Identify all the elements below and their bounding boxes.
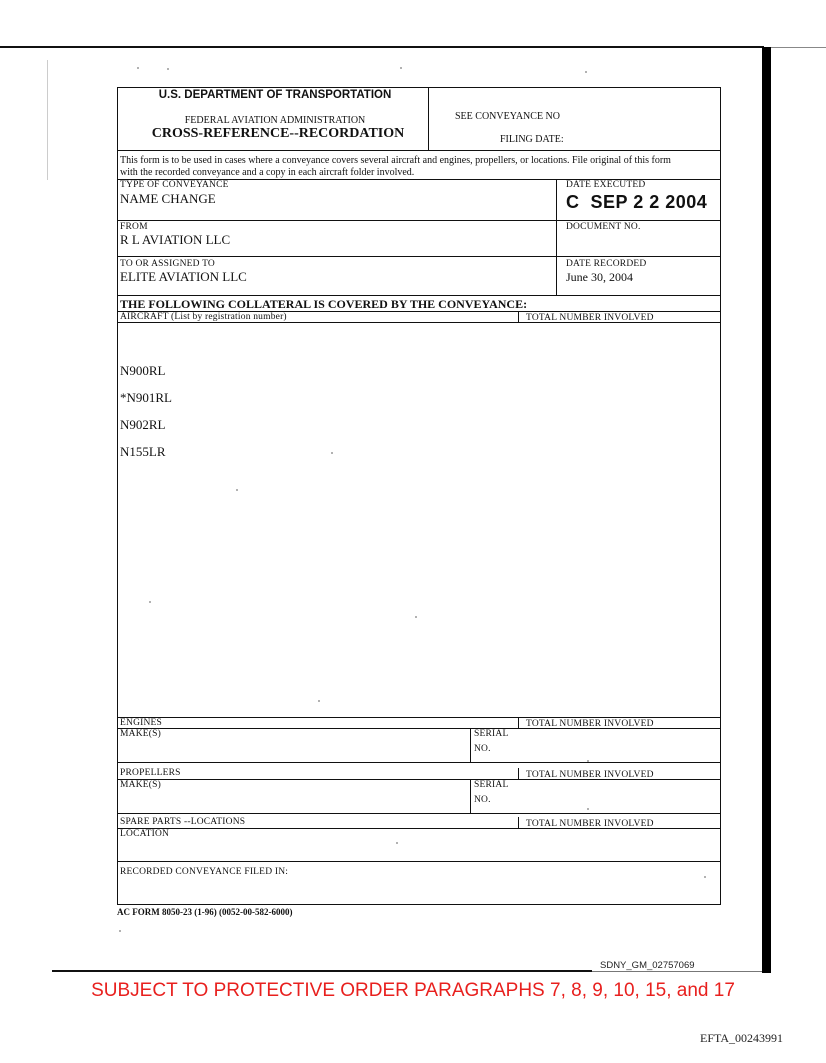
scan-speck — [704, 876, 706, 878]
scan-speck — [587, 808, 589, 810]
bottom-scan-edge — [52, 970, 592, 972]
scan-speck — [119, 930, 121, 932]
location-label: LOCATION — [120, 829, 170, 839]
to-assigned-value: ELITE AVIATION LLC — [120, 269, 247, 284]
spare-parts-label: SPARE PARTS --LOCATIONS — [120, 817, 246, 827]
spare-parts-label-rule — [117, 828, 721, 829]
bates-number: SDNY_GM_02757069 — [600, 960, 695, 971]
engines-serial-divider — [470, 728, 471, 762]
spare-parts-total-label: TOTAL NUMBER INVOLVED — [526, 819, 654, 828]
engines-bottom-rule — [117, 762, 721, 763]
propellers-no-label: NO. — [474, 795, 491, 805]
propellers-serial-divider — [470, 779, 471, 813]
top-scan-edge-right — [764, 47, 826, 48]
engines-top-rule — [117, 717, 721, 718]
header-divider — [428, 87, 429, 150]
type-of-conveyance-value: NAME CHANGE — [120, 191, 216, 206]
instructions-line-2: with the recorded conveyance and a copy in each aircraft folder involved. — [120, 167, 415, 178]
scan-speck — [137, 67, 139, 69]
aircraft-registration: N902RL — [120, 417, 166, 432]
propellers-total-divider — [518, 768, 519, 779]
propellers-label: PROPELLERS — [120, 768, 181, 778]
scan-speck — [149, 601, 151, 603]
scan-speck — [167, 68, 169, 70]
scan-speck — [331, 452, 333, 454]
conveyance-right-column-divider — [556, 179, 557, 295]
scan-speck — [585, 71, 587, 73]
instructions-line-1: This form is to be used in cases where a conveyance covers several aircraft and engines, propellers, or locations. File original of this form — [120, 155, 671, 166]
header-bottom-rule — [117, 150, 721, 151]
scan-speck — [396, 842, 398, 844]
scan-speck — [318, 700, 320, 702]
engines-total-label: TOTAL NUMBER INVOLVED — [526, 719, 654, 728]
aircraft-label-rule — [117, 322, 721, 323]
propellers-serial-label: SERIAL — [474, 780, 509, 790]
left-scan-mark — [47, 60, 48, 180]
location-bottom-rule — [117, 861, 721, 862]
date-executed-stamp: C SEP 2 2 2004 — [566, 192, 708, 212]
protective-order-notice: SUBJECT TO PROTECTIVE ORDER PARAGRAPHS 7, 8, 9, 10, 15, and 17 — [91, 980, 735, 1001]
bottom-scan-edge-thin — [592, 971, 762, 972]
date-recorded-label: DATE RECORDED — [566, 259, 647, 269]
engines-serial-label: SERIAL — [474, 729, 509, 739]
department-title: U.S. DEPARTMENT OF TRANSPORTATION — [158, 89, 392, 101]
document-no-label: DOCUMENT NO. — [566, 222, 641, 232]
propellers-makes-label: MAKE(S) — [120, 780, 161, 790]
to-assigned-label: TO OR ASSIGNED TO — [120, 259, 215, 269]
engines-makes-label: MAKE(S) — [120, 729, 161, 739]
type-of-conveyance-label: TYPE OF CONVEYANCE — [120, 180, 229, 190]
engines-label: ENGINES — [120, 718, 163, 728]
propellers-total-label: TOTAL NUMBER INVOLVED — [526, 770, 654, 779]
efta-number: EFTA_00243991 — [700, 1031, 784, 1045]
date-executed-label: DATE EXECUTED — [566, 180, 646, 190]
form-title: CROSS-REFERENCE--RECORDATION — [151, 126, 405, 141]
collateral-heading: THE FOLLOWING COLLATERAL IS COVERED BY THE CONVEYANCE: — [120, 297, 528, 311]
date-recorded-value: June 30, 2004 — [566, 270, 633, 284]
scan-speck — [587, 760, 589, 762]
propellers-bottom-rule — [117, 813, 721, 814]
see-conveyance-label: SEE CONVEYANCE NO — [455, 111, 560, 122]
form-number: AC FORM 8050-23 (1-96) (0052-00-582-6000) — [117, 907, 293, 917]
engines-label-rule — [117, 728, 721, 729]
recorded-conveyance-label: RECORDED CONVEYANCE FILED IN: — [120, 867, 289, 877]
agency-name: FEDERAL AVIATION ADMINISTRATION — [184, 115, 366, 126]
scan-speck — [400, 67, 402, 69]
aircraft-total-label: TOTAL NUMBER INVOLVED — [526, 313, 654, 322]
scan-speck — [236, 489, 238, 491]
top-scan-edge — [0, 46, 764, 48]
aircraft-registration: N155LR — [120, 444, 166, 459]
aircraft-label: AIRCRAFT (List by registration number) — [120, 312, 287, 322]
row-rule-to — [117, 295, 721, 296]
engines-no-label: NO. — [474, 744, 491, 754]
aircraft-registration: N900RL — [120, 363, 166, 378]
filing-date-label: FILING DATE: — [500, 134, 564, 145]
engines-total-divider — [518, 717, 519, 728]
scan-speck — [415, 616, 417, 618]
propellers-label-rule — [117, 779, 721, 780]
from-value: R L AVIATION LLC — [120, 232, 231, 247]
right-scan-edge — [762, 47, 771, 973]
row-rule-from — [117, 256, 721, 257]
aircraft-registration: *N901RL — [120, 390, 172, 405]
spare-parts-total-divider — [518, 817, 519, 828]
row-rule-type — [117, 220, 721, 221]
aircraft-total-divider — [518, 311, 519, 322]
from-label: FROM — [120, 222, 148, 232]
